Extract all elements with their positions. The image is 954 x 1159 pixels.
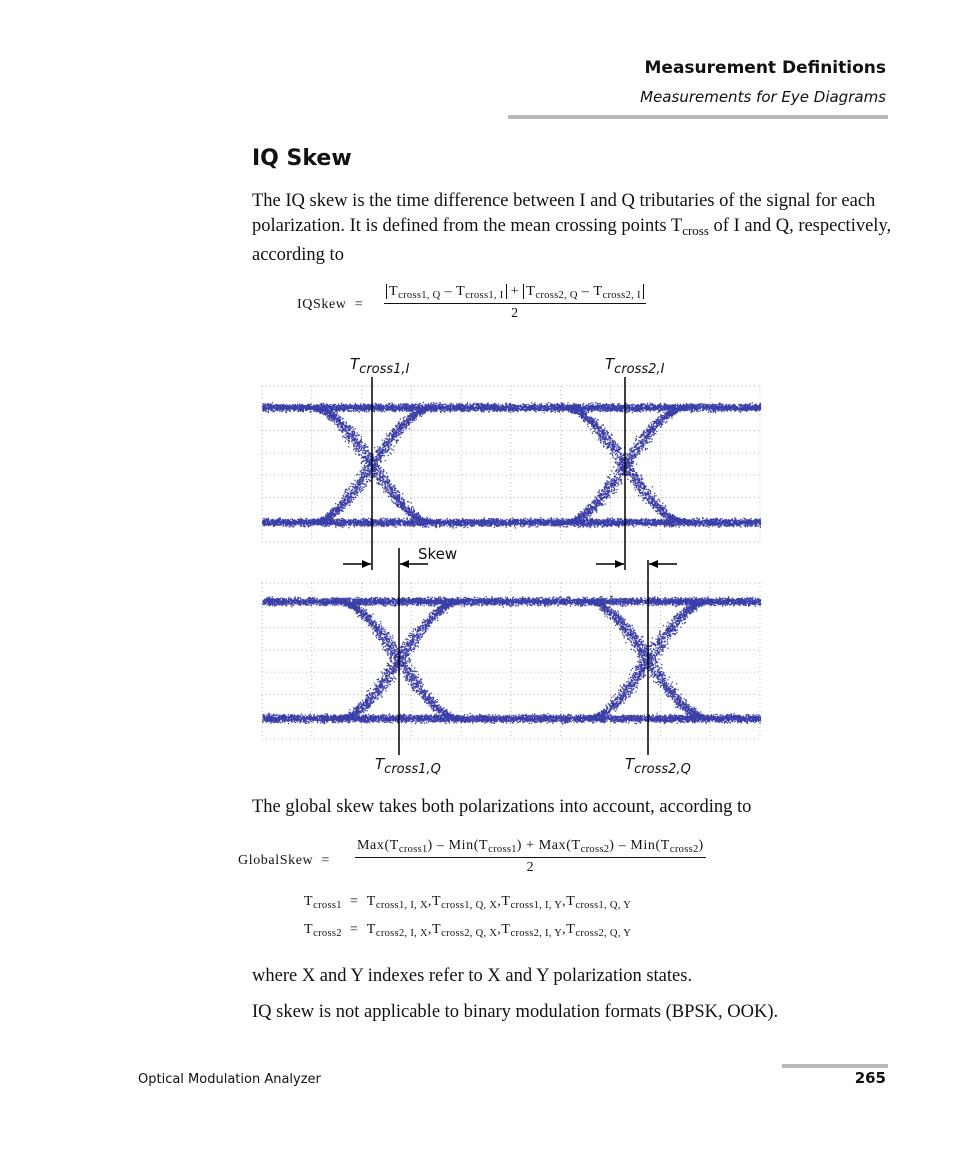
iqskew-lhs: IQSkew =	[297, 297, 364, 312]
tcross1-definition: $T_{cross1} = T_{cross1, I, X},T_{cross1, Q, X},T_{cross1, I, Y},T_{cross1, Q, Y}$	[304, 894, 632, 911]
note-polarization: where X and Y indexes refer to X and Y polarization states.	[252, 966, 693, 986]
skew-arrow-head	[362, 560, 371, 568]
eye-grid	[262, 386, 760, 739]
eye-trace-points	[262, 402, 761, 529]
label-tcross1-q: $T_{cross1,Q}$	[375, 755, 441, 777]
intro-paragraph: The IQ skew is the time difference between I and Q tributaries of the signal for each polarization. It is defined from the mean crossing points $T_{cross}$ of I and Q, respectively, according to	[252, 191, 892, 265]
global-intro-paragraph: The global skew takes both polarizations into account, according to	[252, 797, 752, 817]
eye-trace-points	[262, 596, 761, 725]
tcross2-definition: $T_{cross2} = T_{cross2, I, X},T_{cross2, Q, X},T_{cross2, I, Y},T_{cross2, Q, Y}$	[304, 922, 632, 939]
footer-rule	[782, 1064, 888, 1068]
running-header-subtitle: Measurements for Eye Diagrams	[640, 88, 886, 106]
iqskew-fraction: $T_{cross1, Q} - T_{cross1, I} + T_{cross2, Q} - T_{cross2, I}$ 2	[384, 284, 646, 322]
label-tcross1-i: $T_{cross1,I}$	[350, 355, 410, 377]
eye-traces	[262, 402, 761, 725]
globalskew-lhs: GlobalSkew =	[238, 853, 330, 868]
running-header-title: Measurement Definitions	[644, 58, 886, 78]
label-tcross2-i: $T_{cross2,I}$	[605, 355, 665, 377]
skew-arrow-head	[400, 560, 409, 568]
skew-arrow-head	[649, 560, 658, 568]
footer-product-name: Optical Modulation Analyzer	[138, 1072, 321, 1087]
section-title: IQ Skew	[252, 146, 352, 171]
note-binary-formats: IQ skew is not applicable to binary modulation formats (BPSK, OOK).	[252, 1002, 779, 1022]
skew-arrow-head	[615, 560, 624, 568]
globalskew-fraction: $Max(T_{cross1}) - Min(T_{cross1}) + Max(T_{cross2}) - Min(T_{cross2})$ 2	[357, 838, 704, 875]
label-tcross2-q: $T_{cross2,Q}$	[625, 755, 691, 777]
page-number: 265	[854, 1069, 886, 1087]
label-skew: Skew	[418, 545, 458, 563]
